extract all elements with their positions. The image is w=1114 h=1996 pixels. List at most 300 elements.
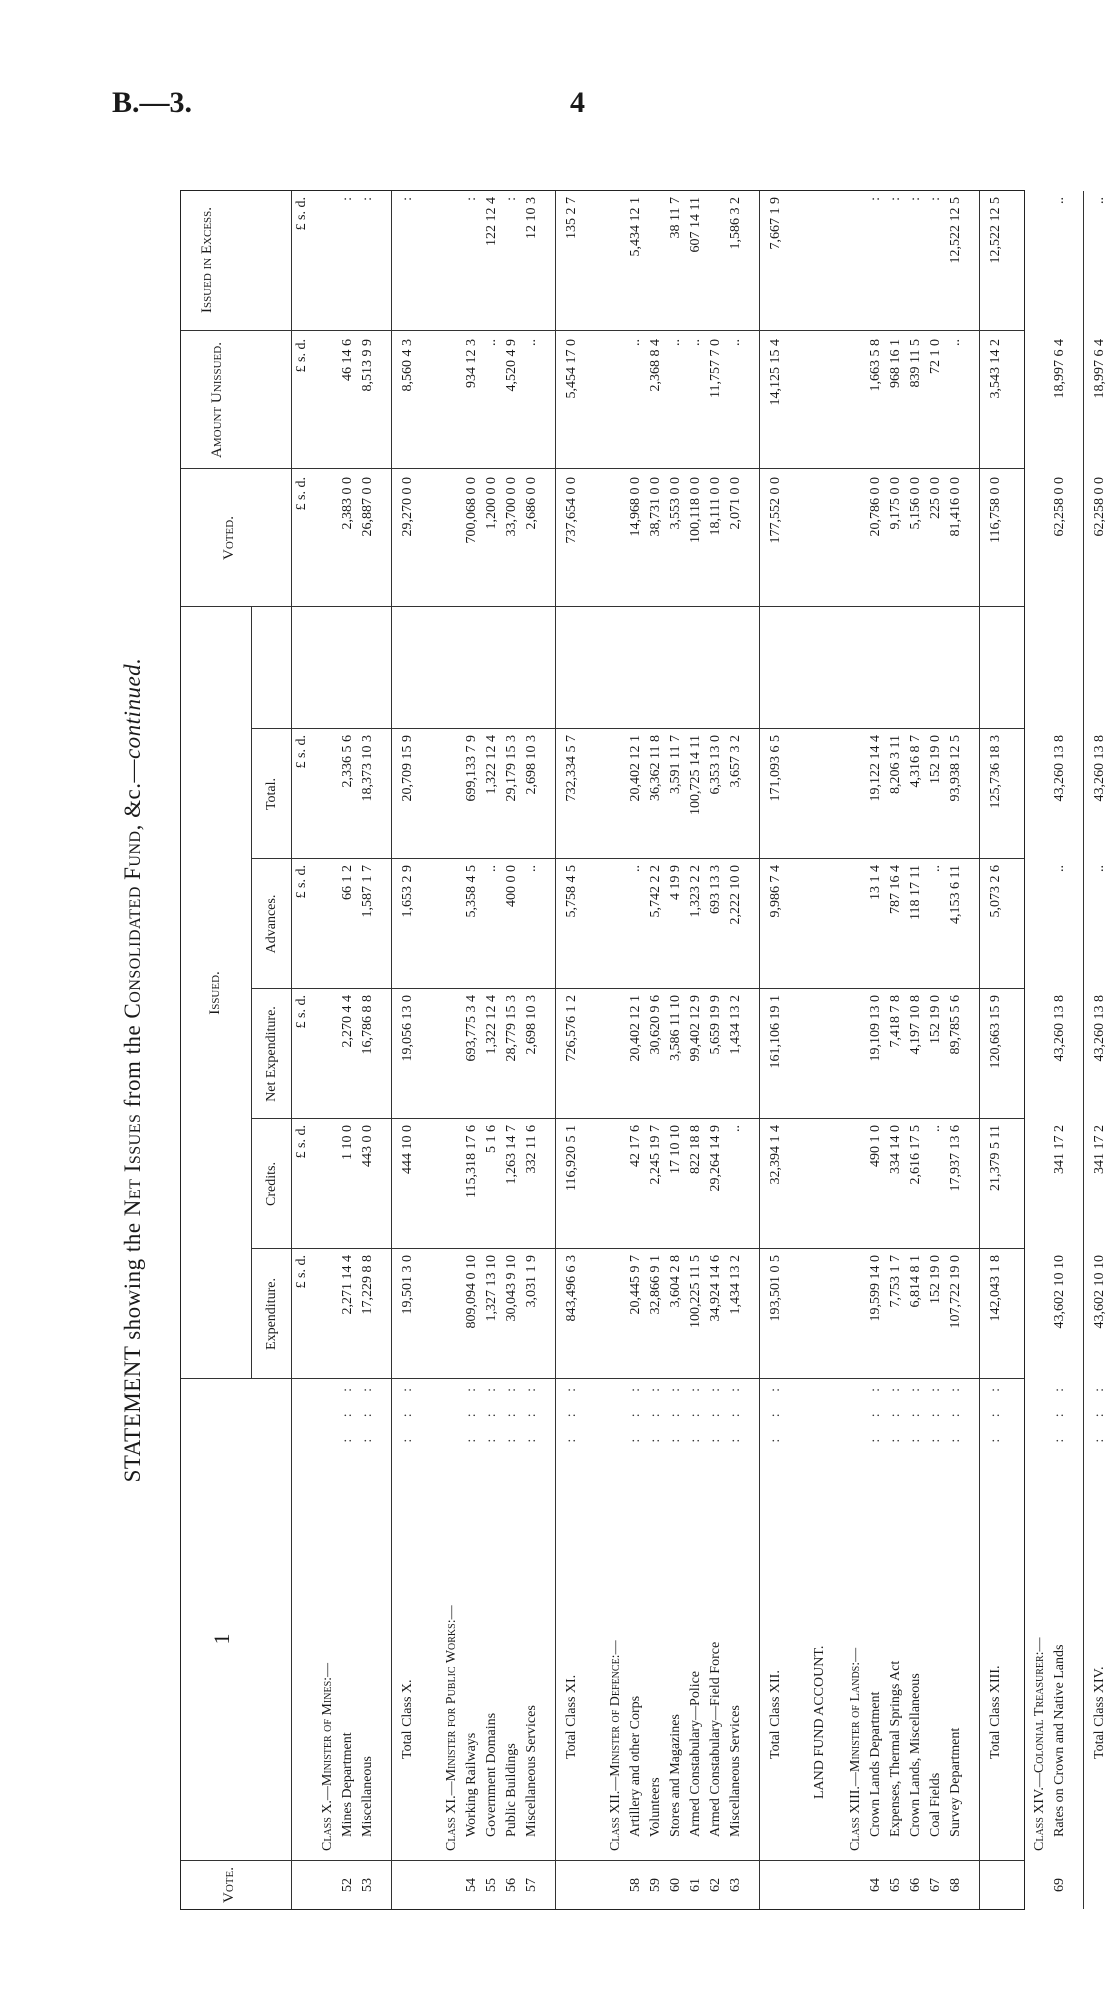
row-label: Total Class XII. [768, 1670, 783, 1759]
cell-un: 14,125 15 4 [768, 339, 783, 406]
row-label: Rates on Crown and Native Lands [1052, 1644, 1067, 1837]
cell-cr: 490 1 0 [868, 1125, 883, 1167]
title-continued: continued. [120, 657, 145, 760]
cell-cr: 341 17 2 [1052, 1125, 1067, 1174]
row-label: Expenses, Thermal Springs Act [888, 1660, 903, 1837]
cell-voted: 33,700 0 0 [504, 477, 519, 537]
row-label: Class XII.—Minister of Defence:— [608, 1640, 623, 1851]
cell-net: 19,109 13 0 [868, 995, 883, 1062]
table-row [503, 191, 521, 1909]
cell-adv: .. [1092, 865, 1107, 872]
cell-cr: 2,616 17 5 [908, 1125, 923, 1185]
cell-exp: 809,094 0 10 [464, 1255, 479, 1329]
leader-dots: : : : [688, 1379, 703, 1443]
cell-voted: 116,758 0 0 [988, 477, 1003, 543]
leader-dots: : : : [648, 1379, 663, 1443]
cell-adv: 1,587 1 7 [360, 865, 375, 918]
table-row [907, 191, 925, 1909]
header-unissued: Amount Unissued. [209, 342, 225, 458]
cell-tot: 3,657 3 2 [728, 735, 743, 788]
vote-number: 54 [464, 1878, 479, 1892]
vote-number: 58 [628, 1878, 643, 1892]
row-label: Volunteers [648, 1777, 663, 1837]
cell-exp: 152 19 0 [928, 1255, 943, 1304]
cell-net: 4,197 10 8 [908, 995, 923, 1055]
cell-voted: 20,786 0 0 [868, 477, 883, 537]
cell-ex: : [928, 197, 943, 201]
cell-exp: 19,501 3 0 [400, 1255, 415, 1315]
cell-exp: 19,599 14 0 [868, 1255, 883, 1322]
cell-tot: 3,591 11 7 [668, 735, 683, 794]
header-credits: Credits. [264, 1162, 279, 1206]
leader-dots: : : : [360, 1379, 375, 1443]
cell-adv: 4 19 9 [668, 865, 683, 900]
leader-dots: : : : [1092, 1379, 1107, 1443]
leader-dots: : : : [768, 1379, 783, 1443]
leader-dots: : : : [484, 1379, 499, 1443]
cell-un: 934 12 3 [464, 339, 479, 388]
table-row [483, 191, 501, 1909]
header-advances: Advances. [264, 894, 279, 954]
cell-un: .. [728, 339, 743, 346]
cell-voted: 100,118 0 0 [688, 477, 703, 543]
vote-number: 60 [668, 1878, 683, 1892]
cell-voted: 177,552 0 0 [768, 477, 783, 544]
row-label: Miscellaneous Services [728, 1705, 743, 1837]
cell-ex: : [504, 197, 519, 201]
cell-net: 3,586 11 10 [668, 995, 683, 1061]
units-label: £ s. d. [294, 339, 309, 373]
row-label: Armed Constabulary—Field Force [708, 1641, 723, 1837]
cell-exp: 100,225 11 5 [688, 1255, 703, 1328]
cell-adv: 2,222 10 0 [728, 865, 743, 925]
cell-cr: 822 18 8 [688, 1125, 703, 1174]
cell-net: 99,402 12 9 [688, 995, 703, 1062]
total-row [767, 191, 785, 1909]
row-label: Mines Department [340, 1732, 355, 1837]
cell-exp: 3,604 2 8 [668, 1255, 683, 1308]
cell-adv: 400 0 0 [504, 865, 519, 907]
cell-voted: 700,068 0 0 [464, 477, 479, 544]
cell-voted: 29,270 0 0 [400, 477, 415, 537]
units-label: £ s. d. [294, 995, 309, 1029]
leader-dots: : : : [1052, 1379, 1067, 1443]
cell-tot: 125,736 18 3 [988, 735, 1003, 809]
row-label: Class XIII.—Minister of Lands:— [848, 1647, 863, 1851]
cell-net: 152 19 0 [928, 995, 943, 1044]
units-label: £ s. d. [294, 197, 309, 231]
cell-tot: 4,316 8 7 [908, 735, 923, 788]
cell-ex: 12,522 12 5 [948, 197, 963, 264]
cell-net: 1,322 12 4 [484, 995, 499, 1055]
leader-dots: : : : [668, 1379, 683, 1443]
cell-ex: .. [1092, 197, 1107, 204]
row-label: Class XIV.—Colonial Treasurer:— [1032, 1637, 1047, 1851]
cell-voted: 62,258 0 0 [1092, 477, 1107, 537]
cell-net: 120,663 15 9 [988, 995, 1003, 1069]
vote-number: 66 [908, 1878, 923, 1892]
cell-tot: 699,133 7 9 [464, 735, 479, 802]
title-suffix: , &c.— [120, 759, 145, 831]
section-heading [811, 191, 829, 1909]
row-label: Miscellaneous [360, 1756, 375, 1837]
cell-net: 89,785 5 6 [948, 995, 963, 1055]
cell-exp: 7,753 1 7 [888, 1255, 903, 1308]
cell-cr: 332 11 6 [524, 1125, 539, 1174]
cell-ex: .. [1052, 197, 1067, 204]
row-label: Survey Department [948, 1727, 963, 1837]
cell-un: 8,513 9 9 [360, 339, 375, 392]
cell-adv: .. [628, 865, 643, 872]
row-label: Miscellaneous Services [524, 1705, 539, 1837]
cell-adv: 5,073 2 6 [988, 865, 1003, 918]
cell-exp: 34,924 14 6 [708, 1255, 723, 1322]
vote-number: 52 [340, 1878, 355, 1892]
vote-number: 62 [708, 1878, 723, 1892]
table-row [627, 191, 645, 1909]
cell-tot: 1,322 12 4 [484, 735, 499, 795]
cell-net: 43,260 13 8 [1052, 995, 1067, 1062]
title-prefix: STATEMENT showing the [120, 1216, 145, 1483]
table-row [463, 191, 481, 1909]
cell-cr: .. [728, 1125, 743, 1132]
leader-dots: : : : [988, 1379, 1003, 1443]
cell-cr: 444 10 0 [400, 1125, 415, 1174]
cell-net: 7,418 7 8 [888, 995, 903, 1048]
total-row [399, 191, 417, 1909]
section-heading [319, 191, 337, 1909]
leader-dots: : : : [524, 1379, 539, 1443]
cell-un: .. [484, 339, 499, 346]
cell-exp: 843,496 6 3 [564, 1255, 579, 1322]
cell-exp: 107,722 19 0 [948, 1255, 963, 1329]
leader-dots: : : : [708, 1379, 723, 1443]
vote-number: 67 [928, 1878, 943, 1892]
title-fund: Consolidated Fund [120, 830, 145, 1019]
cell-ex: : [868, 197, 883, 201]
row-label: Armed Constabulary—Police [688, 1670, 703, 1837]
cell-adv: 787 16 4 [888, 865, 903, 914]
cell-voted: 3,553 0 0 [668, 477, 683, 530]
cell-adv: .. [524, 865, 539, 872]
leader-dots: : : : [868, 1379, 883, 1443]
cell-voted: 18,111 0 0 [708, 477, 723, 536]
cell-ex: 135 2 7 [564, 197, 579, 239]
row-label: Total Class XIII. [988, 1665, 1003, 1759]
cell-exp: 2,271 14 4 [340, 1255, 355, 1315]
vote-number: 68 [948, 1878, 963, 1892]
cell-un: .. [948, 339, 963, 346]
cell-tot: 171,093 6 5 [768, 735, 783, 802]
cell-un: .. [688, 339, 703, 346]
cell-exp: 142,043 1 8 [988, 1255, 1003, 1322]
cell-cr: 32,394 1 4 [768, 1125, 783, 1185]
section-heading [847, 191, 865, 1909]
vote-number: 59 [648, 1878, 663, 1892]
page-number: 4 [570, 86, 585, 119]
vote-number: 57 [524, 1878, 539, 1892]
cell-adv: 693 13 3 [708, 865, 723, 914]
cell-ex: : [464, 197, 479, 201]
total-row [1091, 191, 1109, 1909]
leader-dots: : : : [564, 1379, 579, 1443]
table-row [887, 191, 905, 1909]
total-row [987, 191, 1005, 1909]
cell-exp: 3,031 1 9 [524, 1255, 539, 1308]
table-row [667, 191, 685, 1909]
cell-adv: 1,653 2 9 [400, 865, 415, 918]
cell-un: 3,543 14 2 [988, 339, 1003, 399]
cell-adv: 4,153 6 11 [948, 865, 963, 924]
cell-net: 161,106 19 1 [768, 995, 783, 1069]
leader-dots: : : : [948, 1379, 963, 1443]
cell-exp: 32,866 9 1 [648, 1255, 663, 1315]
cell-exp: 6,814 8 1 [908, 1255, 923, 1308]
cell-un: 5,454 17 0 [564, 339, 579, 399]
row-label: Total Class XI. [564, 1674, 579, 1759]
header-issued: Issued. [207, 971, 223, 1015]
cell-exp: 20,445 9 7 [628, 1255, 643, 1315]
cell-net: 16,786 8 8 [360, 995, 375, 1055]
vote-number: 64 [868, 1878, 883, 1892]
cell-cr: 443 0 0 [360, 1125, 375, 1167]
title-net-issues: Net Issues [120, 1113, 145, 1217]
cell-voted: 2,071 0 0 [728, 477, 743, 530]
row-label: Government Domains [484, 1712, 499, 1837]
leader-dots: : : : [888, 1379, 903, 1443]
leader-dots: : : : [628, 1379, 643, 1443]
header-vote: Vote. [221, 1867, 237, 1903]
cell-voted: 14,968 0 0 [628, 477, 643, 537]
cell-un: 72 1 0 [928, 339, 943, 374]
section-heading [607, 191, 625, 1909]
row-label: Crown Lands, Miscellaneous [908, 1673, 923, 1837]
cell-un: .. [524, 339, 539, 346]
table-row [687, 191, 705, 1909]
cell-cr: 341 17 2 [1092, 1125, 1107, 1174]
row-label: Crown Lands Department [868, 1691, 883, 1837]
cell-net: 19,056 13 0 [400, 995, 415, 1062]
header-net-expenditure: Net Expenditure. [264, 1006, 279, 1102]
vote-number: 69 [1052, 1878, 1067, 1892]
cell-adv: 13 1 4 [868, 865, 883, 900]
cell-adv: 118 17 11 [908, 865, 923, 920]
cell-cr: 17 10 10 [668, 1125, 683, 1174]
cell-net: 43,260 13 8 [1092, 995, 1107, 1062]
row-label: Artillery and other Corps [628, 1695, 643, 1837]
row-label: Stores and Magazines [668, 1714, 683, 1837]
row-label: LAND FUND ACCOUNT. [812, 1645, 827, 1799]
cell-tot: 43,260 13 8 [1092, 735, 1107, 802]
units-label: £ s. d. [294, 477, 309, 511]
header-voted: Voted. [221, 516, 237, 560]
cell-un: .. [668, 339, 683, 346]
table-row [647, 191, 665, 1909]
cell-exp: 193,501 0 5 [768, 1255, 783, 1322]
cell-ex: 1,586 3 2 [728, 197, 743, 250]
cell-un: 1,663 5 8 [868, 339, 883, 392]
row-label: Coal Fields [928, 1772, 943, 1837]
cell-voted: 1,200 0 0 [484, 477, 499, 530]
cell-un: .. [628, 339, 643, 346]
cell-ex: : [360, 197, 375, 201]
cell-net: 1,434 13 2 [728, 995, 743, 1055]
units-row [293, 191, 311, 1909]
cell-tot: 19,122 14 4 [868, 735, 883, 802]
table-row [727, 191, 745, 1909]
cell-voted: 38,731 0 0 [648, 477, 663, 537]
header-total: Total. [264, 777, 279, 811]
cell-cr: 334 14 0 [888, 1125, 903, 1174]
title-middle: from the [120, 1018, 145, 1114]
cell-ex: 38 11 7 [668, 197, 683, 239]
vote-number: 56 [504, 1878, 519, 1892]
leader-dots: : : : [908, 1379, 923, 1443]
cell-un: 968 16 1 [888, 339, 903, 388]
cell-adv: 5,742 2 2 [648, 865, 663, 918]
cell-tot: 43,260 13 8 [1052, 735, 1067, 802]
cell-net: 693,775 3 4 [464, 995, 479, 1062]
table-row [927, 191, 945, 1909]
cell-un: 8,560 4 3 [400, 339, 415, 392]
cell-exp: 43,602 10 10 [1052, 1255, 1067, 1329]
cell-net: 2,698 10 3 [524, 995, 539, 1055]
cell-cr: 1,263 14 7 [504, 1125, 519, 1185]
vote-number: 65 [888, 1878, 903, 1892]
units-label: £ s. d. [294, 735, 309, 769]
cell-cr: .. [928, 1125, 943, 1132]
cell-un: 18,997 6 4 [1092, 339, 1107, 399]
cell-tot: 732,334 5 7 [564, 735, 579, 802]
statement-title [120, 190, 162, 1950]
cell-exp: 1,434 13 2 [728, 1255, 743, 1315]
cell-tot: 36,362 11 8 [648, 735, 663, 801]
rotated-statement [120, 190, 1107, 1950]
cell-voted: 62,258 0 0 [1052, 477, 1067, 537]
leader-dots: : : : [340, 1379, 355, 1443]
row-label: Class XI.—Minister for Public Works:— [444, 1605, 459, 1851]
header-expenditure: Expenditure. [264, 1278, 279, 1350]
cell-un: 4,520 4 9 [504, 339, 519, 392]
leader-dots: : : : [400, 1379, 415, 1443]
table-row [1051, 191, 1069, 1909]
cell-adv: 9,986 7 4 [768, 865, 783, 918]
vote-number: 55 [484, 1878, 499, 1892]
cell-cr: 17,937 13 6 [948, 1125, 963, 1192]
vote-number: 61 [688, 1878, 703, 1892]
cell-ex: 122 12 4 [484, 197, 499, 246]
cell-ex: : [340, 197, 355, 201]
section-heading [443, 191, 461, 1909]
cell-ex: 7,667 1 9 [768, 197, 783, 250]
row-label: Class X.—Minister of Mines:— [320, 1662, 335, 1851]
cell-tot: 2,336 5 6 [340, 735, 355, 788]
cell-tot: 8,206 3 11 [888, 735, 903, 794]
cell-ex: 5,434 12 1 [628, 197, 643, 257]
row-label: Total Class XIV. [1092, 1666, 1107, 1759]
units-label: £ s. d. [294, 865, 309, 899]
cell-cr: 29,264 14 9 [708, 1125, 723, 1192]
cell-adv: .. [484, 865, 499, 872]
cell-cr: 42 17 6 [628, 1125, 643, 1167]
cell-voted: 225 0 0 [928, 477, 943, 519]
cell-net: 2,270 4 4 [340, 995, 355, 1048]
cell-adv: 66 1 2 [340, 865, 355, 900]
cell-tot: 152 19 0 [928, 735, 943, 784]
leader-dots: : : : [728, 1379, 743, 1443]
header-excess: Issued in Excess. [199, 206, 215, 314]
cell-cr: 2,245 19 7 [648, 1125, 663, 1185]
cell-net: 30,620 9 6 [648, 995, 663, 1055]
cell-tot: 20,402 12 1 [628, 735, 643, 802]
cell-tot: 18,373 10 3 [360, 735, 375, 802]
row-label: Total Class X. [400, 1679, 415, 1759]
cell-voted: 737,654 0 0 [564, 477, 579, 544]
leader-dots: : : : [464, 1379, 479, 1443]
cell-voted: 9,175 0 0 [888, 477, 903, 530]
cell-voted: 2,383 0 0 [340, 477, 355, 530]
cell-tot: 29,179 15 3 [504, 735, 519, 802]
row-label: Working Railways [464, 1732, 479, 1837]
leader-dots: : : : [928, 1379, 943, 1443]
units-label: £ s. d. [294, 1125, 309, 1159]
leader-dots: : : : [504, 1379, 519, 1443]
cell-adv: 5,358 4 5 [464, 865, 479, 918]
cell-cr: 21,379 5 11 [988, 1125, 1003, 1191]
cell-cr: 116,920 5 1 [564, 1125, 579, 1191]
cell-un: 18,997 6 4 [1052, 339, 1067, 399]
cell-tot: 100,725 14 11 [688, 735, 703, 815]
units-label: £ s. d. [294, 1255, 309, 1289]
cell-ex: 607 14 11 [688, 197, 703, 253]
cell-un: 11,757 7 0 [708, 339, 723, 398]
cell-ex: : [888, 197, 903, 201]
cell-voted: 81,416 0 0 [948, 477, 963, 537]
table-row [359, 191, 377, 1909]
cell-ex: : [908, 197, 923, 201]
cell-tot: 2,698 10 3 [524, 735, 539, 795]
cell-ex: : [400, 197, 415, 201]
table-row [339, 191, 357, 1909]
cell-un: 839 11 5 [908, 339, 923, 388]
document-reference: B.—3. [112, 86, 193, 119]
cell-voted: 5,156 0 0 [908, 477, 923, 530]
cell-net: 726,576 1 2 [564, 995, 579, 1062]
cell-adv: .. [928, 865, 943, 872]
cell-ex: 12,522 12 5 [988, 197, 1003, 264]
section-heading [1031, 191, 1049, 1909]
table-row [867, 191, 885, 1909]
header-mark: 1 [209, 1633, 234, 1645]
table-row [947, 191, 965, 1909]
table-row [707, 191, 725, 1909]
cell-un: 46 14 6 [340, 339, 355, 381]
vote-number: 63 [728, 1878, 743, 1892]
cell-tot: 20,709 15 9 [400, 735, 415, 802]
cell-ex: 12 10 3 [524, 197, 539, 239]
cell-un: 2,368 8 4 [648, 339, 663, 392]
total-row [563, 191, 581, 1909]
cell-adv: .. [1052, 865, 1067, 872]
cell-exp: 30,043 9 10 [504, 1255, 519, 1322]
cell-exp: 1,327 13 10 [484, 1255, 499, 1322]
cell-exp: 17,229 8 8 [360, 1255, 375, 1315]
cell-cr: 5 1 6 [484, 1125, 499, 1153]
cell-cr: 115,318 17 6 [464, 1125, 479, 1198]
cell-tot: 93,938 12 5 [948, 735, 963, 802]
cell-net: 5,659 19 9 [708, 995, 723, 1055]
cell-voted: 2,686 0 0 [524, 477, 539, 530]
